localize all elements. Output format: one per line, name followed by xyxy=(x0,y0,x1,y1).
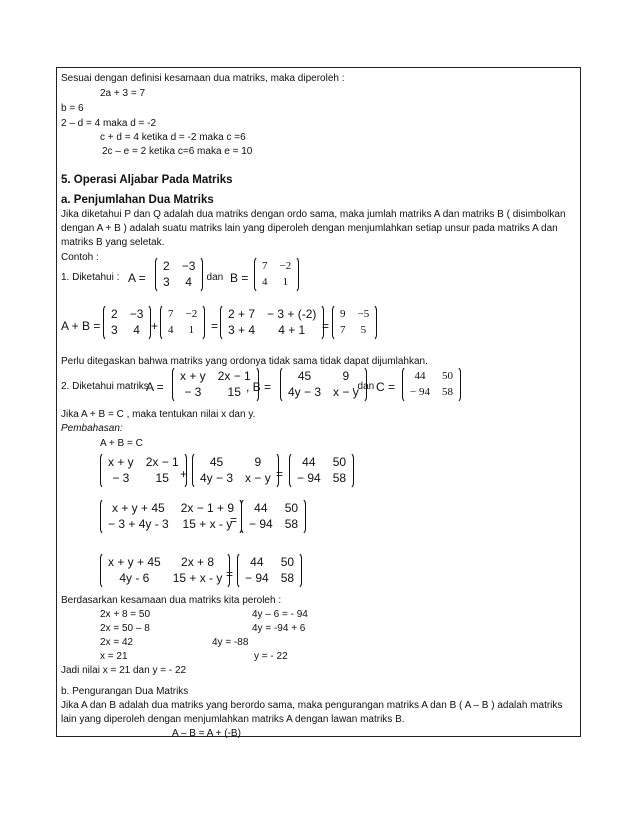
matrix-cell: 4 + 1 xyxy=(278,323,306,337)
step2-matrix-2 xyxy=(241,498,306,535)
matrix-cell: −3 xyxy=(129,307,144,321)
matrix-b-label: B = xyxy=(230,271,249,285)
matrix-cell: −5 xyxy=(357,308,370,320)
matrix-cell: 58 xyxy=(441,386,453,398)
step1-matrix-1 xyxy=(100,452,187,489)
matrix-cell: 3 xyxy=(111,323,118,337)
matrix-cell: 7 xyxy=(262,260,268,272)
matrix-cell: − 94 xyxy=(297,471,321,485)
bracket-right xyxy=(455,366,461,403)
bracket-right xyxy=(293,256,299,293)
matrix-b xyxy=(254,256,299,293)
solve-right-line: 4y = -88 xyxy=(212,637,249,648)
matrix-cell: 5 xyxy=(360,324,367,336)
solve-left-line: 2x = 50 – 8 xyxy=(100,623,150,634)
solve-right-line: 4y = -94 + 6 xyxy=(252,623,306,634)
matrix-entries xyxy=(260,260,293,289)
matrix-cell: 3 xyxy=(163,275,170,289)
matrix-cell: − 3 xyxy=(112,471,130,485)
matrix-cell: 50 xyxy=(280,555,295,569)
example-label: 1. Diketahui : xyxy=(61,272,120,283)
matrix-cell: 50 xyxy=(332,455,347,469)
matrix-c-label: C = xyxy=(376,380,396,394)
sum-matrix-2 xyxy=(160,304,205,341)
matrix-c xyxy=(402,366,461,403)
matrix-cell: 4 xyxy=(168,324,174,336)
matrix-cell: − 94 xyxy=(245,571,269,585)
matrix-cell: 7 xyxy=(340,324,346,336)
step1-matrix-2 xyxy=(192,452,279,489)
matrix-cell: 1 xyxy=(282,276,289,288)
matrix-entries xyxy=(106,456,181,485)
equation-line: A + B = C xyxy=(100,438,143,449)
text-line: Sesuai dengan definisi kesamaan dua matriks, maka diperoleh : xyxy=(61,73,345,84)
equation-line: c + d = 4 ketika d = -2 maka c =6 xyxy=(100,132,246,143)
matrix-entries xyxy=(109,308,145,337)
matrix-cell: 4y - 6 xyxy=(119,571,150,585)
matrix-cell: 44 xyxy=(302,455,316,469)
matrix-entries xyxy=(106,556,224,585)
matrix-b-label: , B = xyxy=(246,380,272,394)
matrix-cell: − 3 + 4y - 3 xyxy=(108,517,169,531)
matrix-entries xyxy=(295,456,348,485)
matrix-cell: x + y + 45 xyxy=(108,555,161,569)
matrix-cell: −2 xyxy=(185,308,198,320)
paragraph-line: Jika diketahui P dan Q adalah dua matriks dengan ordo sama, maka jumlah matriks A dan matriks B ( disimbolkan xyxy=(61,209,566,220)
plus-sign: + xyxy=(180,467,188,481)
subsection-title: a. Penjumlahan Dua Matriks xyxy=(61,194,214,206)
conclusion-line: Jadi nilai x = 21 dan y = - 22 xyxy=(61,665,187,676)
matrix-cell: 44 xyxy=(414,370,426,382)
step2-matrix-1 xyxy=(100,498,242,535)
step3-matrix-1 xyxy=(100,552,230,589)
matrix-cell: 9 xyxy=(340,308,346,320)
matrix-entries xyxy=(178,370,253,399)
equation-line: 2a + 3 = 7 xyxy=(100,88,146,99)
equals-sign: = xyxy=(322,319,330,333)
matrix-cell: 44 xyxy=(254,501,268,515)
matrix-cell: 2x − 1 xyxy=(145,455,179,469)
matrix-cell: x − y xyxy=(333,385,359,399)
paragraph-line: lain yang diperoleh dengan menjumlahkan matriks A dengan lawan matriks B. xyxy=(61,714,405,725)
matrix-cell: 2x + 8 xyxy=(181,555,215,569)
matrix-cell: 50 xyxy=(441,370,453,382)
example-label: 2. Diketahui matriks xyxy=(61,381,149,392)
step1-matrix-3 xyxy=(289,452,354,489)
matrix-cell: 2 xyxy=(163,259,170,273)
solve-left-line: x = 21 xyxy=(100,651,128,662)
matrix-entries xyxy=(408,370,455,399)
contoh-label: Contoh : xyxy=(61,252,99,263)
plus-sign: + xyxy=(151,319,159,333)
matrix-cell: 4y − 3 xyxy=(288,385,322,399)
matrix-cell: 45 xyxy=(209,455,224,469)
matrix-entries xyxy=(161,260,197,289)
matrix-entries xyxy=(286,370,361,399)
matrix-cell: 4 xyxy=(185,275,192,289)
paragraph-line: matriks B yang seletak. xyxy=(61,237,165,248)
matrix-cell: x + y xyxy=(180,369,206,383)
matrix-cell: x − y xyxy=(245,471,271,485)
matrix-cell: 15 + x - y xyxy=(172,571,223,585)
bracket-right xyxy=(300,498,306,535)
matrix-a-label: A = xyxy=(128,271,146,285)
matrix-a xyxy=(155,256,203,293)
bracket-right xyxy=(371,304,377,341)
matrix-entries xyxy=(243,556,296,585)
paragraph-line: Jika A dan B adalah dua matriks yang berordo sama, maka pengurangan matriks A dan B ( A – B ) adalah matriks xyxy=(61,700,563,711)
matrix-cell: − 94 xyxy=(410,386,430,398)
matrix-cell: 58 xyxy=(284,517,299,531)
solve-right-line: 4y – 6 = - 94 xyxy=(252,609,308,620)
matrix-cell: 58 xyxy=(332,471,347,485)
matrix-cell: 7 xyxy=(168,308,174,320)
sum-matrix-1 xyxy=(103,304,151,341)
matrix-cell: − 94 xyxy=(249,517,273,531)
matrix-cell: 15 + x - y xyxy=(182,517,233,531)
matrix-cell: 1 xyxy=(188,324,195,336)
subsection-title: b. Pengurangan Dua Matriks xyxy=(61,686,189,697)
matrix-cell: 58 xyxy=(280,571,295,585)
equals-sign: = xyxy=(276,467,284,481)
matrix-entries xyxy=(166,308,199,337)
equals-sign: = xyxy=(211,319,219,333)
matrix-cell: 2 xyxy=(111,307,118,321)
matrix-cell: 44 xyxy=(250,555,264,569)
matrix-cell: 4 xyxy=(262,276,268,288)
matrix-cell: 50 xyxy=(284,501,299,515)
matrix-cell: 9 xyxy=(254,455,262,469)
matrix-cell: − 3 + (-2) xyxy=(267,307,317,321)
bracket-right xyxy=(348,452,354,489)
step3-matrix-2 xyxy=(237,552,302,589)
matrix-cell: x + y + 45 xyxy=(112,501,165,515)
pembahasan-label: Pembahasan: xyxy=(61,423,123,434)
matrix-entries xyxy=(338,308,371,337)
matrix-cell: − 3 xyxy=(184,385,202,399)
matrix-cell: −2 xyxy=(279,260,292,272)
dan-label: , dan xyxy=(201,272,224,283)
matrix-entries xyxy=(198,456,273,485)
note-line: Perlu ditegaskan bahwa matriks yang ordonya tidak sama tidak dapat dijumlahkan. xyxy=(61,356,428,367)
bracket-right xyxy=(199,304,205,341)
equation-line: 2c – e = 2 ketika c=6 maka e = 10 xyxy=(102,146,253,157)
matrix-cell: 2x − 1 xyxy=(217,369,251,383)
matrix-cell: x + y xyxy=(108,455,134,469)
matrix-cell: 9 xyxy=(342,369,350,383)
formula-line: A – B = A + (-B) xyxy=(172,728,241,739)
matrix-cell: 45 xyxy=(297,369,312,383)
matrix-a-label: A = xyxy=(146,380,164,394)
matrix-cell: 2 + 7 xyxy=(228,307,256,321)
matrix-cell: 4 xyxy=(133,323,140,337)
matrix-cell: 2x − 1 + 9 xyxy=(180,501,235,515)
dan-label: , dan xyxy=(352,381,375,392)
equation-line: b = 6 xyxy=(61,103,84,114)
sum-matrix-4 xyxy=(332,304,377,341)
matrix-cell: 3 + 4 xyxy=(228,323,256,337)
matrix-entries xyxy=(226,308,318,337)
equation-line: 2 – d = 4 maka d = -2 xyxy=(61,118,157,129)
sum-lhs: A + B = xyxy=(61,319,101,333)
matrix-entries xyxy=(106,502,236,531)
equals-sign: = xyxy=(226,567,234,581)
matrix-cell: 4y − 3 xyxy=(200,471,234,485)
solve-left-line: 2x = 42 xyxy=(100,637,134,648)
solve-left-line: 2x + 8 = 50 xyxy=(100,609,151,620)
matrix-cell: −3 xyxy=(181,259,196,273)
sum-matrix-3 xyxy=(220,304,324,341)
matrix-cell: 15 xyxy=(227,385,241,399)
question-line: Jika A + B = C , maka tentukan nilai x dan y. xyxy=(61,409,256,420)
solve-right-line: y = - 22 xyxy=(254,651,288,662)
solve-intro: Berdasarkan kesamaan dua matriks kita peroleh : xyxy=(61,595,282,606)
section-title: 5. Operasi Aljabar Pada Matriks xyxy=(61,174,233,186)
equals-sign: = xyxy=(230,513,238,527)
matrix-cell: 15 xyxy=(155,471,169,485)
bracket-right xyxy=(296,552,302,589)
matrix-entries xyxy=(247,502,300,531)
paragraph-line: dengan A + B ) adalah suatu matriks lain yang diperoleh dengan menjumlahkan setiap unsur pada matriks A dan xyxy=(61,223,558,234)
